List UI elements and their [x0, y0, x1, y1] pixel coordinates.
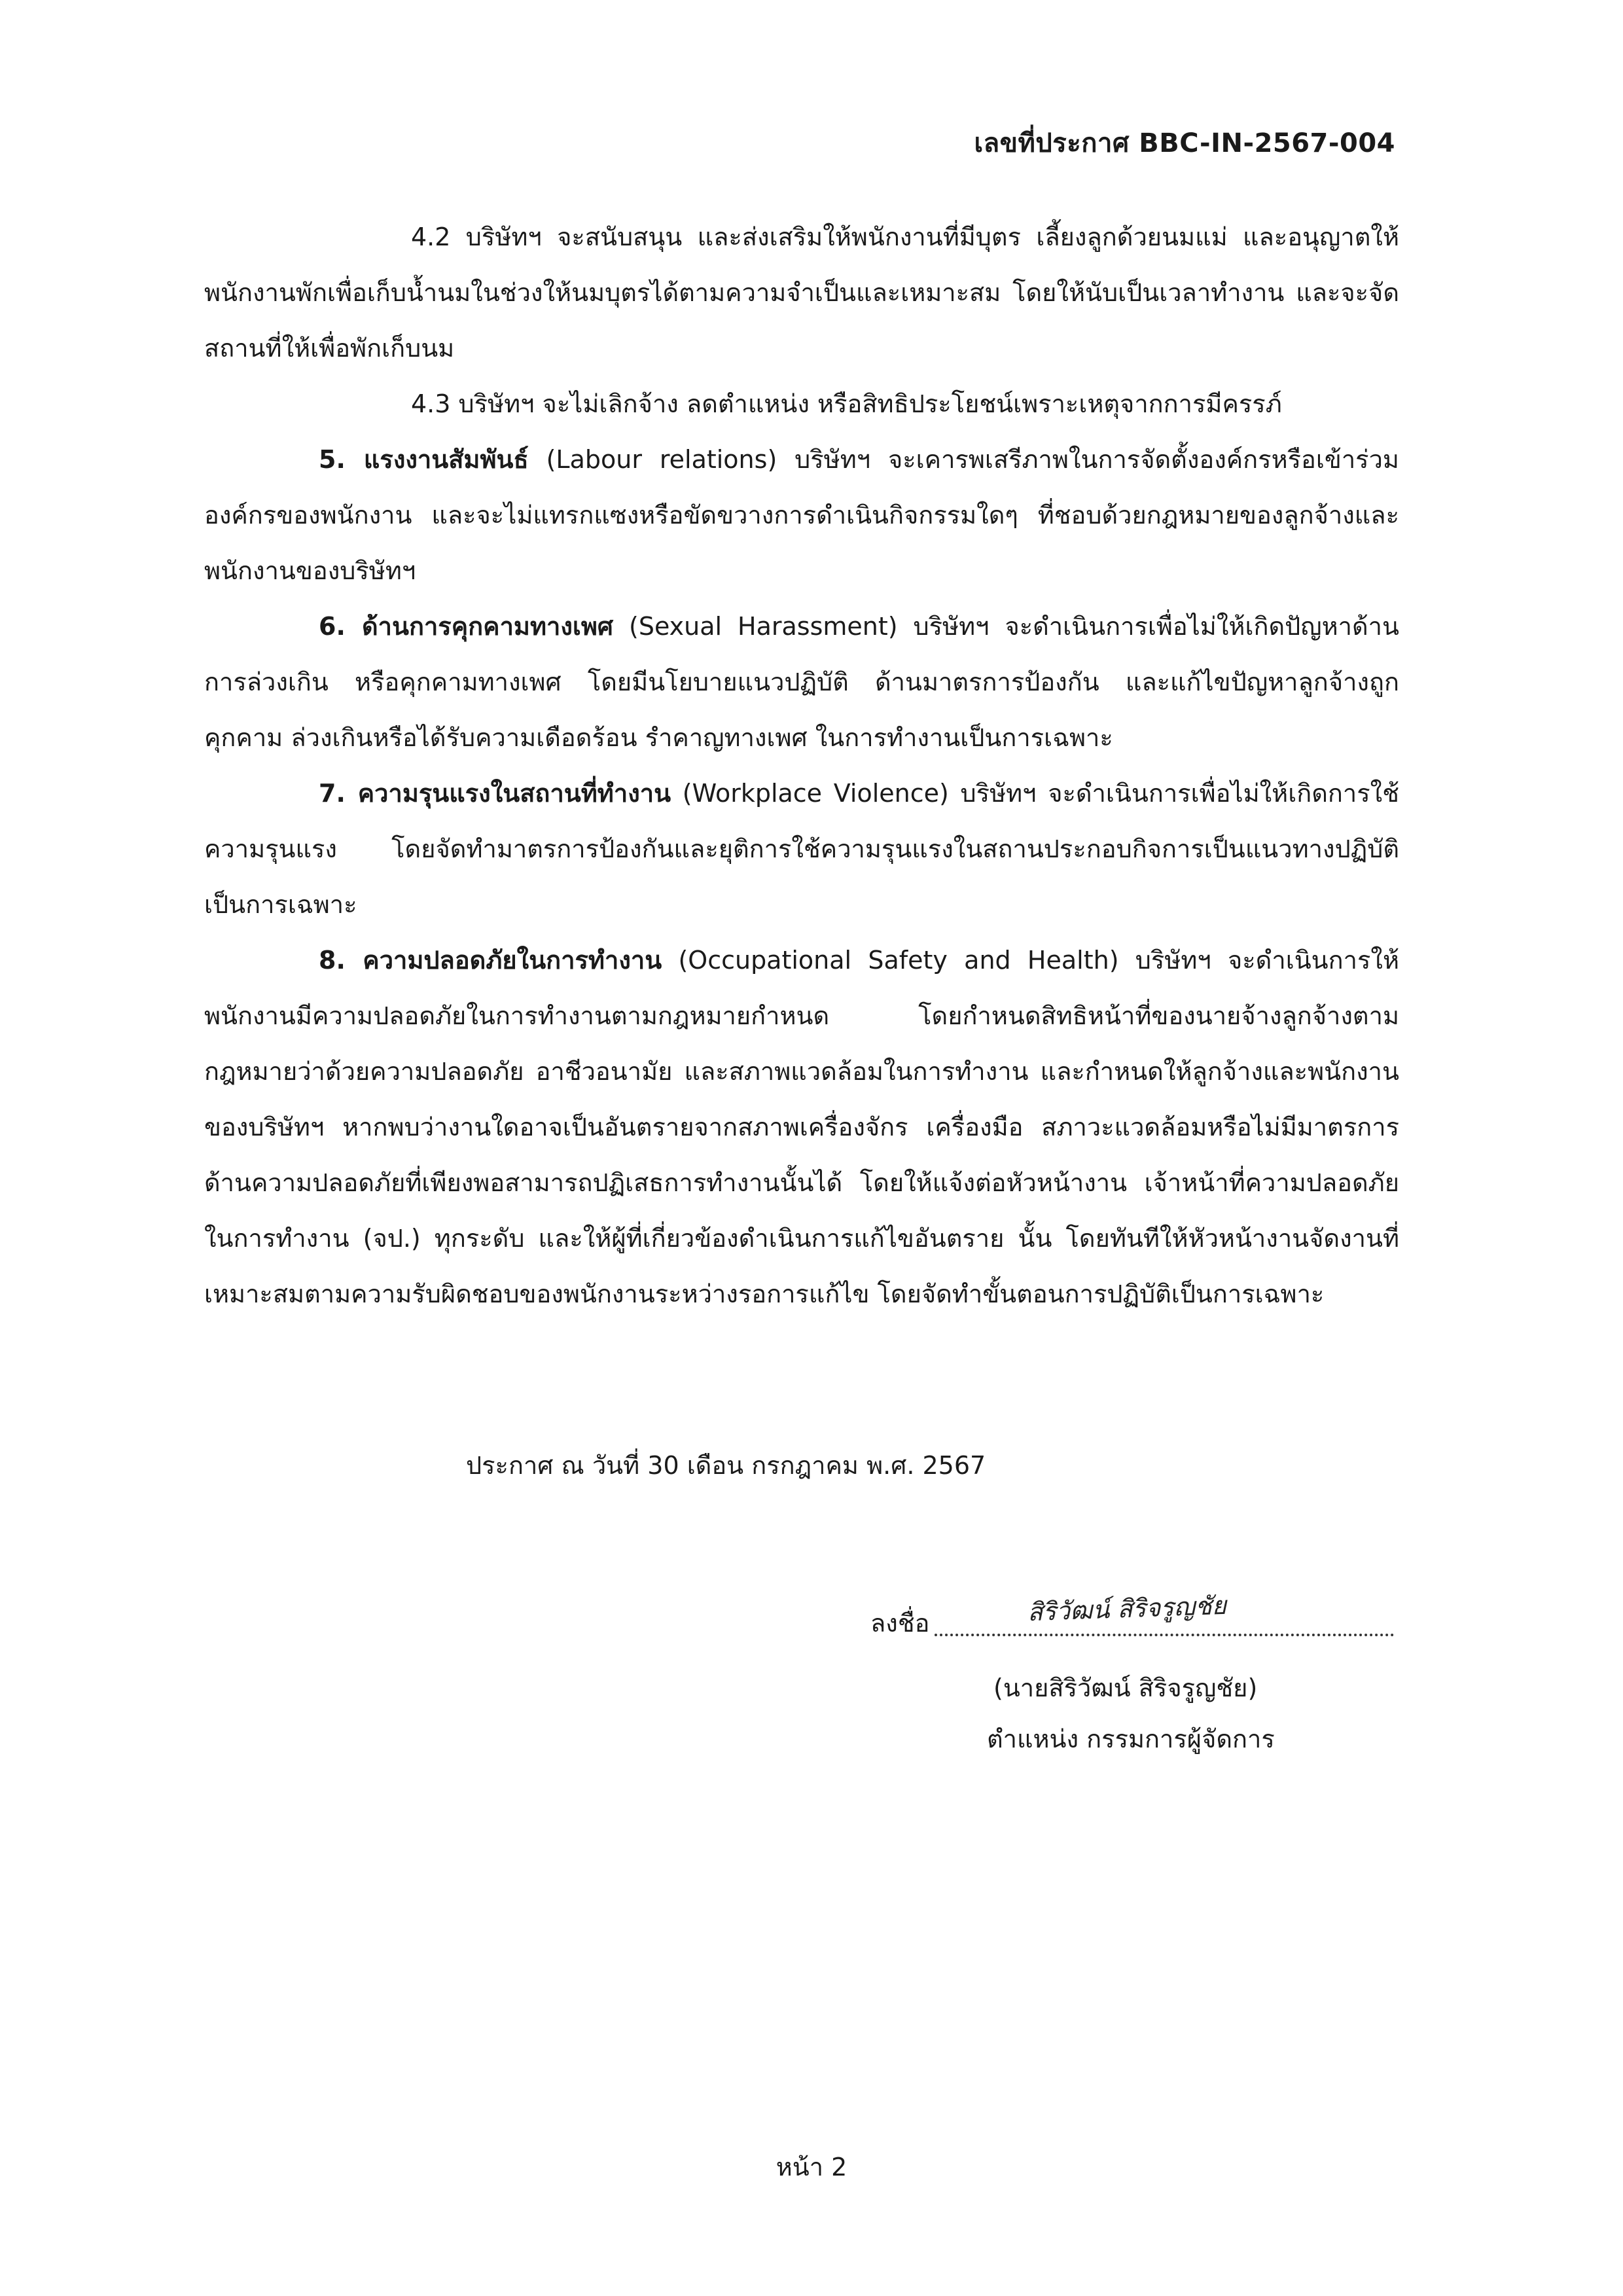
section-7-heading: 7. ความรุนแรงในสถานที่ทำงาน — [319, 779, 671, 808]
section-6-heading: 6. ด้านการคุกคามทางเพศ — [319, 612, 614, 641]
page-number: หน้า 2 — [776, 2153, 847, 2181]
signature-block — [870, 1590, 1394, 1765]
section-6-text: (Sexual Harassment) บริษัทฯ จะดำเนินการเพื่อไม่ให้เกิดปัญหาด้านการล่วงเกิน หรือคุกคามทางเพศ โดยมีนโยบายแนวปฏิบัติ ด้านมาตรการป้องกัน และแก้ไขปัญหาลูกจ้างถูกคุกคาม ล่วงเกินหรือได้รับความเดือดร้อน รำคาญทางเพศ ในการทำงานเป็นการเฉพาะ — [204, 612, 1400, 752]
signature-line — [870, 1590, 1394, 1643]
dotted-line — [935, 1634, 1394, 1636]
clause-4-2: 4.2 บริษัทฯ จะสนับสนุน และส่งเสริมให้พนักงานที่มีบุตร เลี้ยงลูกด้วยนมแม่ และอนุญาตให้พนักงานพักเพื่อเก็บน้ำนมในช่วงให้นมบุตรได้ตามความจำเป็นและเหมาะสม โดยให้นับเป็นเวลาทำงาน และจะจัดสถานที่ให้เพื่อพักเก็บนม — [204, 223, 1399, 363]
section-5-text: (Labour relations) บริษัทฯ จะเคารพเสรีภาพในการจัดตั้งองค์กรหรือเข้าร่วมองค์กรของพนักงาน และจะไม่แทรกแซงหรือขัดขวางการดำเนินกิจกรรมใดๆ ที่ชอบด้วยกฎหมายของลูกจ้างและพนักงานของบริษัทฯ — [204, 445, 1399, 585]
signature-label: ลงชื่อ — [870, 1609, 930, 1638]
section-8-heading: 8. ความปลอดภัยในการทำงาน — [319, 946, 662, 975]
section-5-heading: 5. แรงงานสัมพันธ์ — [319, 445, 529, 474]
section-6-sexual-harassment — [204, 599, 1399, 766]
section-8-occupational-safety — [204, 933, 1399, 1322]
section-7-workplace-violence — [204, 766, 1399, 933]
announcement-number: เลขที่ประกาศ BBC-IN-2567-004 — [974, 128, 1395, 158]
section-8-text: (Occupational Safety and Health) บริษัทฯ จะดำเนินการให้พนักงานมีความปลอดภัยในการทำงานตามกฎหมายกำหนด โดยกำหนดสิทธิหน้าที่ของนายจ้างลูกจ้างตามกฎหมายว่าด้วยความปลอดภัย อาชีวอนามัย และสภาพแวดล้อมในการทำงาน และกำหนดให้ลูกจ้างและพนักงานของบริษัทฯ หากพบว่างานใดอาจเป็นอันตรายจากสภาพเครื่องจักร เครื่องมือ สภาวะแวดล้อมหรือไม่มีมาตรการด้านความปลอดภัยที่เพียงพอสามารถปฏิเสธการทำงานนั้นได้ โดยให้แจ้งต่อหัวหน้างาน เจ้าหน้าที่ความปลอดภัยในการทำงาน (จป.) ทุกระดับ และให้ผู้ที่เกี่ยวข้องดำเนินการแก้ไขอันตราย นั้น โดยทันทีให้หัวหน้างานจัดงานที่เหมาะสมตามความรับผิดชอบของพนักงานระหว่างรอการแก้ไข โดยจัดทำขั้นตอนการปฏิบัติเป็นการเฉพาะ — [204, 946, 1400, 1308]
document-body — [204, 209, 1399, 1322]
announcement-date: ประกาศ ณ วันที่ 30 เดือน กรกฎาคม พ.ศ. 2567 — [466, 1451, 986, 1480]
section-5-labour-relations — [204, 432, 1399, 599]
signatory-name: (นายสิริวัฒน์ สิริจรูญชัย) — [993, 1674, 1258, 1702]
section-7-text: (Workplace Violence) บริษัทฯ จะดำเนินการเพื่อไม่ให้เกิดการใช้ความรุนแรง โดยจัดทำมาตรการป้องกันและยุติการใช้ความรุนแรงในสถานประกอบกิจการเป็นแนวทางปฏิบัติเป็นการเฉพาะ — [204, 779, 1399, 919]
handwritten-signature: สิริวัฒน์ สิริจรูญชัย — [1027, 1590, 1227, 1627]
signatory-title: ตำแหน่ง กรรมการผู้จัดการ — [987, 1725, 1275, 1753]
clause-4-3: 4.3 บริษัทฯ จะไม่เลิกจ้าง ลดตำแหน่ง หรือสิทธิประโยชน์เพราะเหตุจากการมีครรภ์ — [411, 389, 1282, 418]
